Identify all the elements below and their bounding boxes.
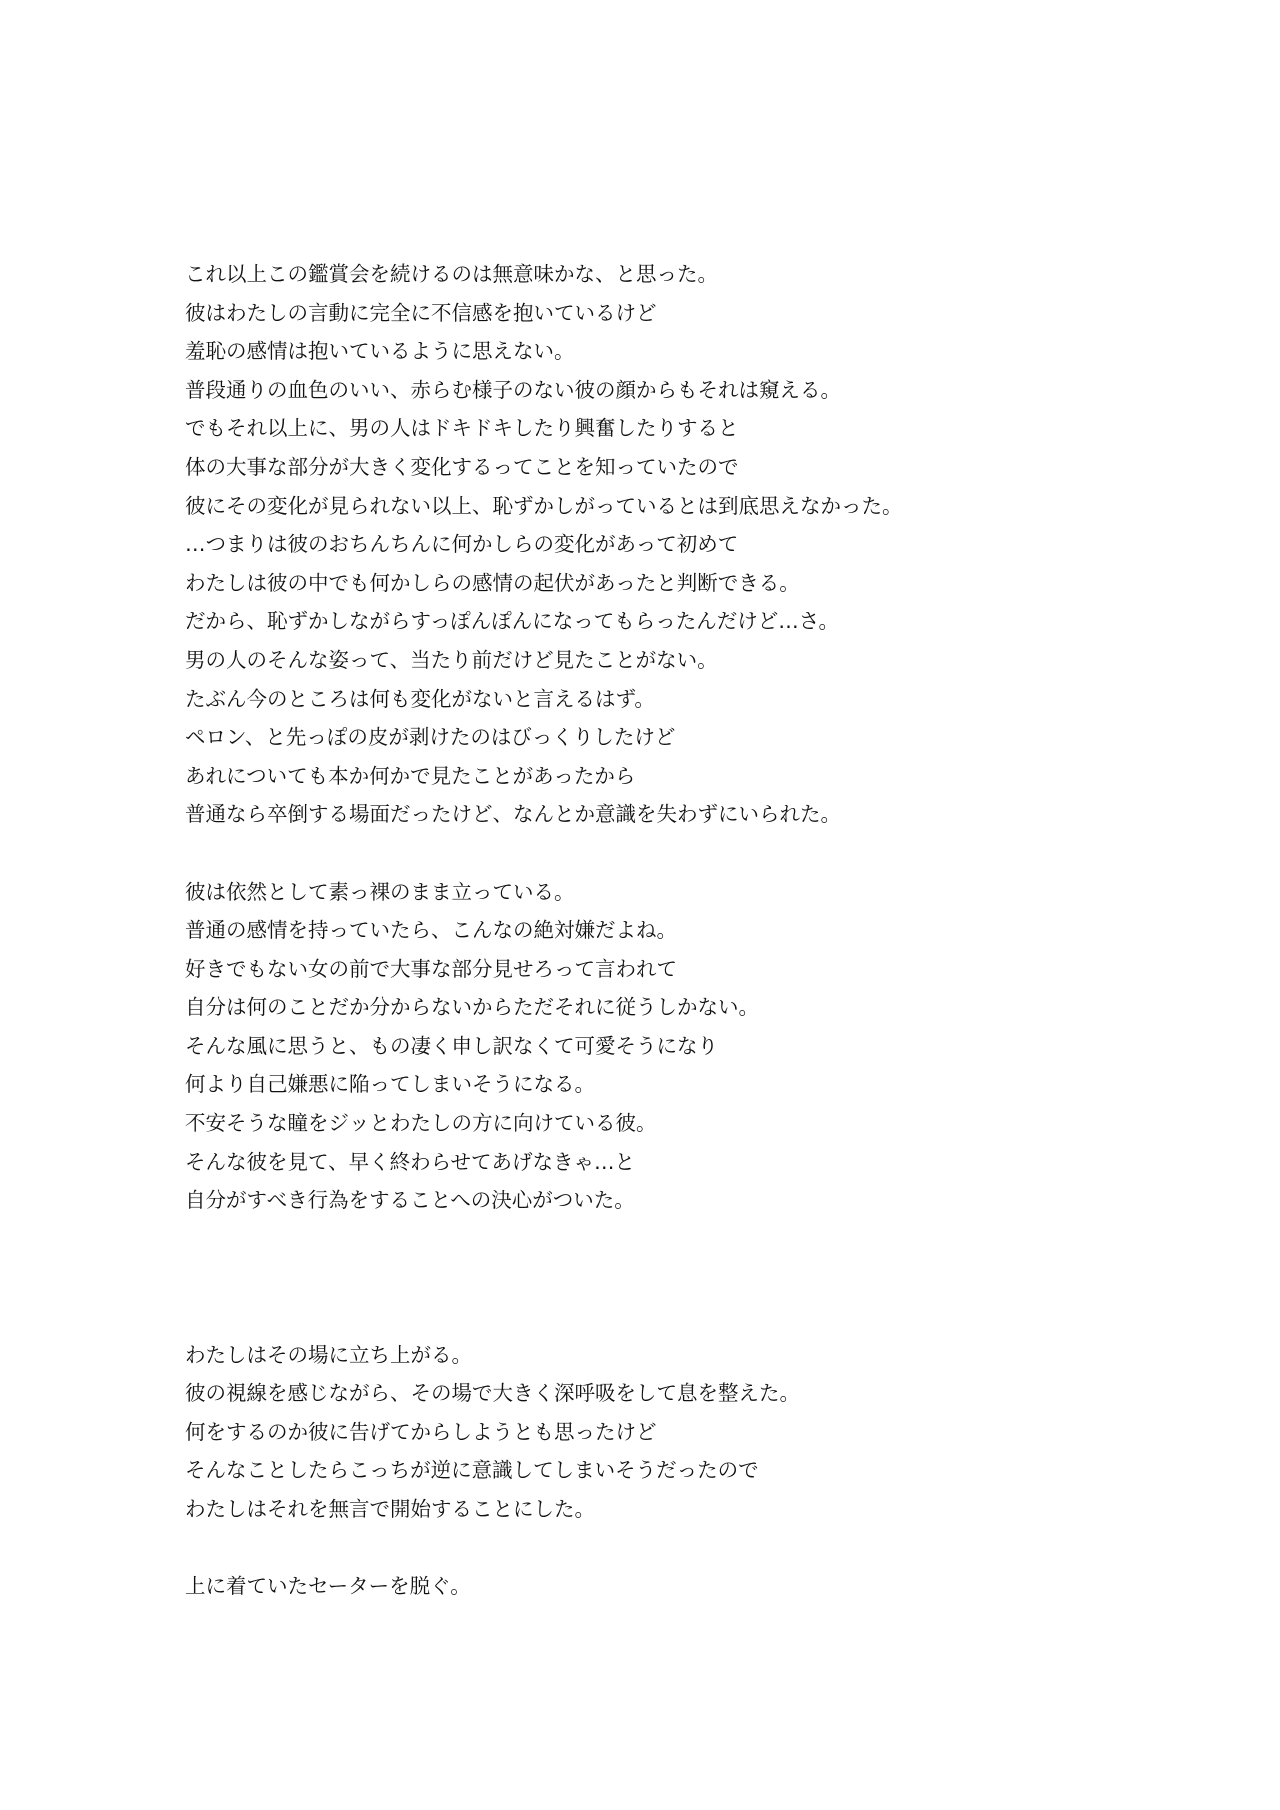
paragraph-spacer <box>185 1529 1225 1568</box>
paragraph-1 <box>185 255 1225 834</box>
text-line: わたしはその場に立ち上がる。 <box>185 1342 472 1367</box>
text-line: たぶん今のところは何も変化がないと言えるはず。 <box>185 686 655 711</box>
text-line: 体の大事な部分が大きく変化するってことを知っていたので <box>185 454 739 479</box>
text-line: あれについても本か何かで見たことがあったから <box>185 763 636 788</box>
text-line: そんな風に思うと、もの凄く申し訳なくて可愛そうになり <box>185 1033 718 1058</box>
text-line: 彼にその変化が見られない以上、恥ずかしがっているとは到底思えなかった。 <box>185 493 903 518</box>
body-text <box>185 255 1225 1606</box>
paragraph-4 <box>185 1567 1225 1606</box>
text-line: そんなことしたらこっちが逆に意識してしまいそうだったので <box>185 1458 759 1483</box>
text-line: …つまりは彼のおちんちんに何かしらの変化があって初めて <box>185 532 739 557</box>
paragraph-spacer <box>185 1258 1225 1297</box>
text-line: 自分は何のことだか分からないからただそれに従うしかない。 <box>185 995 759 1020</box>
text-line: わたしは彼の中でも何かしらの感情の起伏があったと判断できる。 <box>185 570 800 595</box>
text-line: でもそれ以上に、男の人はドキドキしたり興奮したりすると <box>185 416 739 441</box>
paragraph-2 <box>185 873 1225 1220</box>
text-line: わたしはそれを無言で開始することにした。 <box>185 1497 595 1521</box>
text-line: 羞恥の感情は抱いているように思えない。 <box>185 339 575 364</box>
text-line: 彼の視線を感じながら、その場で大きく深呼吸をして息を整えた。 <box>185 1381 800 1406</box>
paragraph-3 <box>185 1336 1225 1529</box>
text-line: 普通なら卒倒する場面だったけど、なんとか意識を失わずにいられた。 <box>185 802 841 827</box>
text-line: 彼は依然として素っ裸のまま立っている。 <box>185 879 575 904</box>
text-line: だから、恥ずかしながらすっぽんぽんになってもらったんだけど…さ。 <box>185 609 839 634</box>
text-line: 好きでもない女の前で大事な部分見せろって言われて <box>185 956 677 981</box>
text-line: 自分がすべき行為をすることへの決心がついた。 <box>185 1188 635 1213</box>
text-line: そんな彼を見て、早く終わらせてあげなきゃ…と <box>185 1149 635 1174</box>
paragraph-spacer <box>185 1220 1225 1259</box>
text-line: 不安そうな瞳をジッとわたしの方に向けている彼。 <box>185 1111 657 1136</box>
text-line: ペロン、と先っぽの皮が剥けたのはびっくりしたけど <box>185 725 676 750</box>
text-line: 男の人のそんな姿って、当たり前だけど見たことがない。 <box>185 647 718 672</box>
text-line: 彼はわたしの言動に完全に不信感を抱いているけど <box>185 300 657 325</box>
paragraph-spacer <box>185 1297 1225 1336</box>
text-line: 普段通りの血色のいい、赤らむ様子のない彼の顔からもそれは窺える。 <box>185 377 841 402</box>
text-line: 上に着ていたセーターを脱ぐ。 <box>185 1574 471 1599</box>
paragraph-spacer <box>185 834 1225 873</box>
text-line: これ以上この鑑賞会を続けるのは無意味かな、と思った。 <box>185 262 718 286</box>
text-line: 何より自己嫌悪に陥ってしまいそうになる。 <box>185 1072 595 1097</box>
text-line: 何をするのか彼に告げてからしようとも思ったけど <box>185 1419 657 1444</box>
text-line: 普通の感情を持っていたら、こんなの絶対嫌だよね。 <box>185 918 677 943</box>
